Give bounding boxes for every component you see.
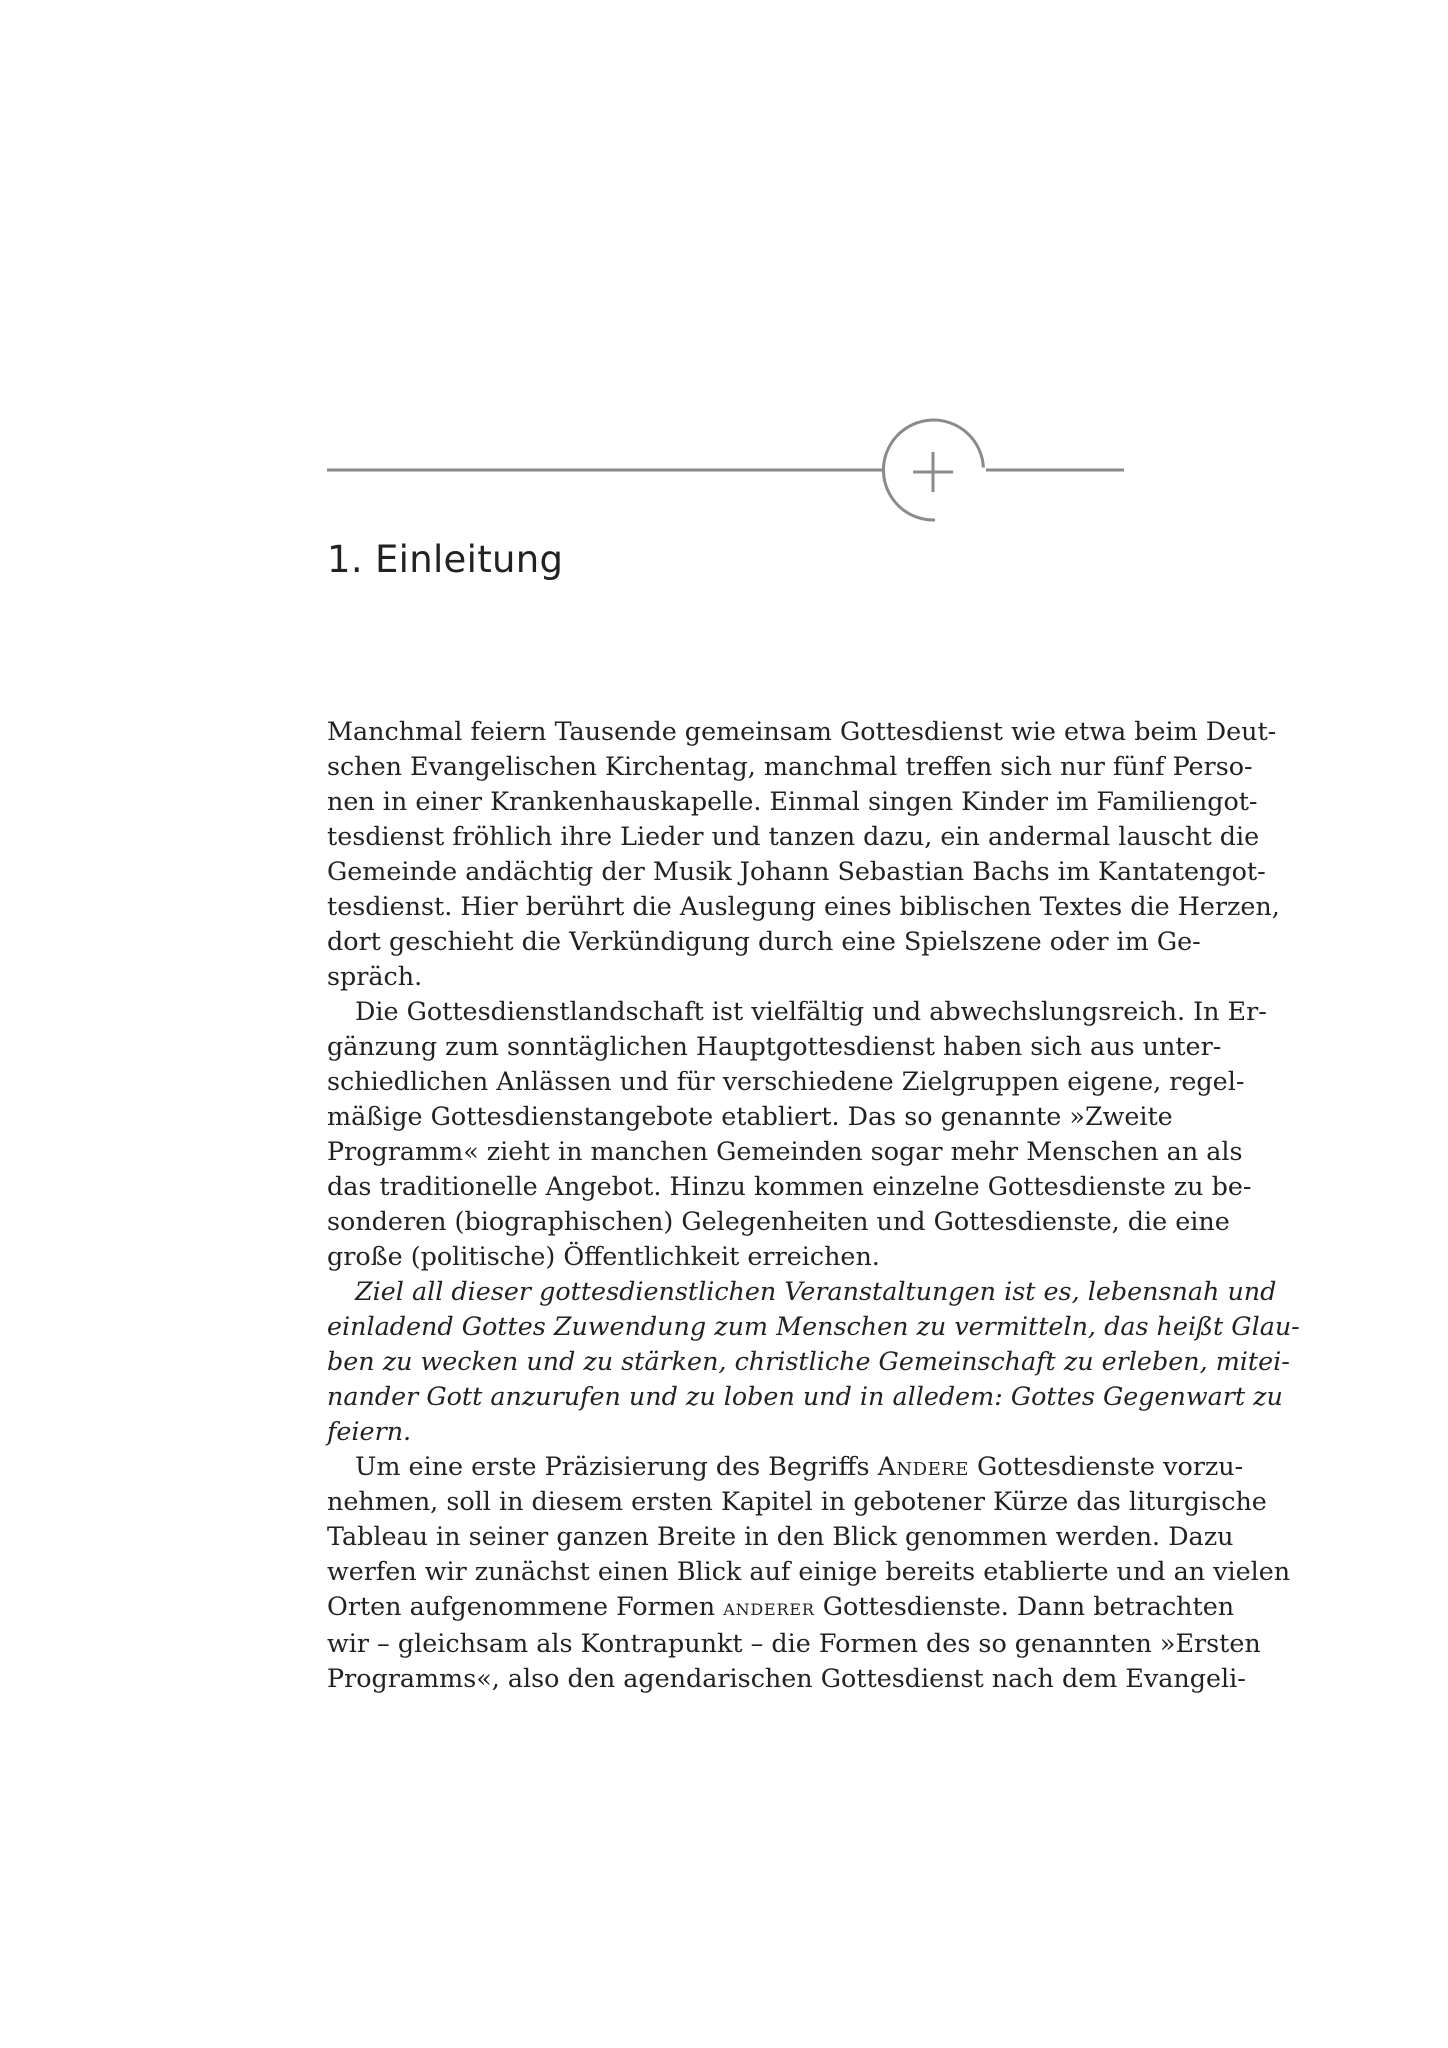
small-caps-term: anderer xyxy=(723,1595,815,1621)
text-line: nander Gott anzurufen und zu loben und in alledem: Gottes Gegenwart zu xyxy=(327,1381,1283,1411)
text-line: ben zu wecken und zu stärken, christliche Gemeinschaft zu erleben, mitei- xyxy=(327,1346,1290,1376)
text-line: werfen wir zunächst einen Blick auf einige bereits etablierte und an vielen xyxy=(327,1556,1291,1586)
text-line: Manchmal feiern Tausende gemeinsam Gottesdienst wie etwa beim Deut- xyxy=(327,716,1277,746)
text-segment: Gottesdienste vorzu- xyxy=(968,1451,1244,1481)
text-line: große (politische) Öffentlichkeit erreichen. xyxy=(327,1241,880,1271)
text-line: sonderen (biographischen) Gelegenheiten und Gottesdienste, die eine xyxy=(327,1206,1230,1236)
text-line: gänzung zum sonntäglichen Hauptgottesdienst haben sich aus unter- xyxy=(327,1031,1222,1061)
text-segment: Um eine erste Präzisierung des Begriffs xyxy=(355,1451,878,1481)
text-line: nen in einer Krankenhauskapelle. Einmal singen Kinder im Familiengot- xyxy=(327,786,1258,816)
text-line: das traditionelle Angebot. Hinzu kommen einzelne Gottesdienste zu be- xyxy=(327,1171,1252,1201)
text-line: Ziel all dieser gottesdienstlichen Veranstaltungen ist es, lebensnah und xyxy=(355,1276,1277,1306)
text-segment: Orten aufgenommene Formen xyxy=(327,1591,724,1621)
text-line: spräch. xyxy=(327,961,423,991)
text-line: dort geschieht die Verkündigung durch eine Spielszene oder im Ge- xyxy=(327,926,1201,956)
text-line: mäßige Gottesdienstangebote etabliert. Das so genannte »Zweite xyxy=(327,1101,1173,1131)
body-text xyxy=(327,714,1300,1696)
small-caps-term: Andere xyxy=(877,1451,969,1481)
text-line: Tableau in seiner ganzen Breite in den Blick genommen werden. Dazu xyxy=(327,1521,1234,1551)
text-line: tesdienst. Hier berührt die Auslegung eines biblischen Textes die Herzen, xyxy=(327,891,1280,921)
text-line: wir – gleichsam als Kontrapunkt – die Formen des so genannten »Ersten xyxy=(327,1628,1261,1658)
text-line: tesdienst fröhlich ihre Lieder und tanzen dazu, ein andermal lauscht die xyxy=(327,821,1260,851)
text-line xyxy=(327,1449,1244,1484)
text-line: Gemeinde andächtig der Musik Johann Sebastian Bachs im Kantatengot- xyxy=(327,856,1266,886)
text-line: Programm« zieht in manchen Gemeinden sogar mehr Menschen an als xyxy=(327,1136,1243,1166)
chapter-ornament xyxy=(0,0,1448,560)
text-line: Die Gottesdienstlandschaft ist vielfältig und abwechslungsreich. In Er- xyxy=(355,996,1267,1026)
text-line: feiern. xyxy=(327,1416,412,1446)
text-line xyxy=(327,1589,1235,1626)
text-line: schen Evangelischen Kirchentag, manchmal treffen sich nur fünf Perso- xyxy=(327,751,1253,781)
text-line: einladend Gottes Zuwendung zum Menschen zu vermitteln, das heißt Glau- xyxy=(327,1311,1300,1341)
text-line: Programms«, also den agendarischen Gottesdienst nach dem Evangeli- xyxy=(327,1663,1246,1693)
text-line: schiedlichen Anlässen und für verschiedene Zielgruppen eigene, regel- xyxy=(327,1066,1245,1096)
text-line: nehmen, soll in diesem ersten Kapitel in gebotener Kürze das liturgische xyxy=(327,1486,1267,1516)
chapter-title: 1. Einleitung xyxy=(327,538,564,581)
text-segment: Gottesdienste. Dann betrachten xyxy=(814,1591,1235,1621)
plus-icon xyxy=(913,452,953,492)
